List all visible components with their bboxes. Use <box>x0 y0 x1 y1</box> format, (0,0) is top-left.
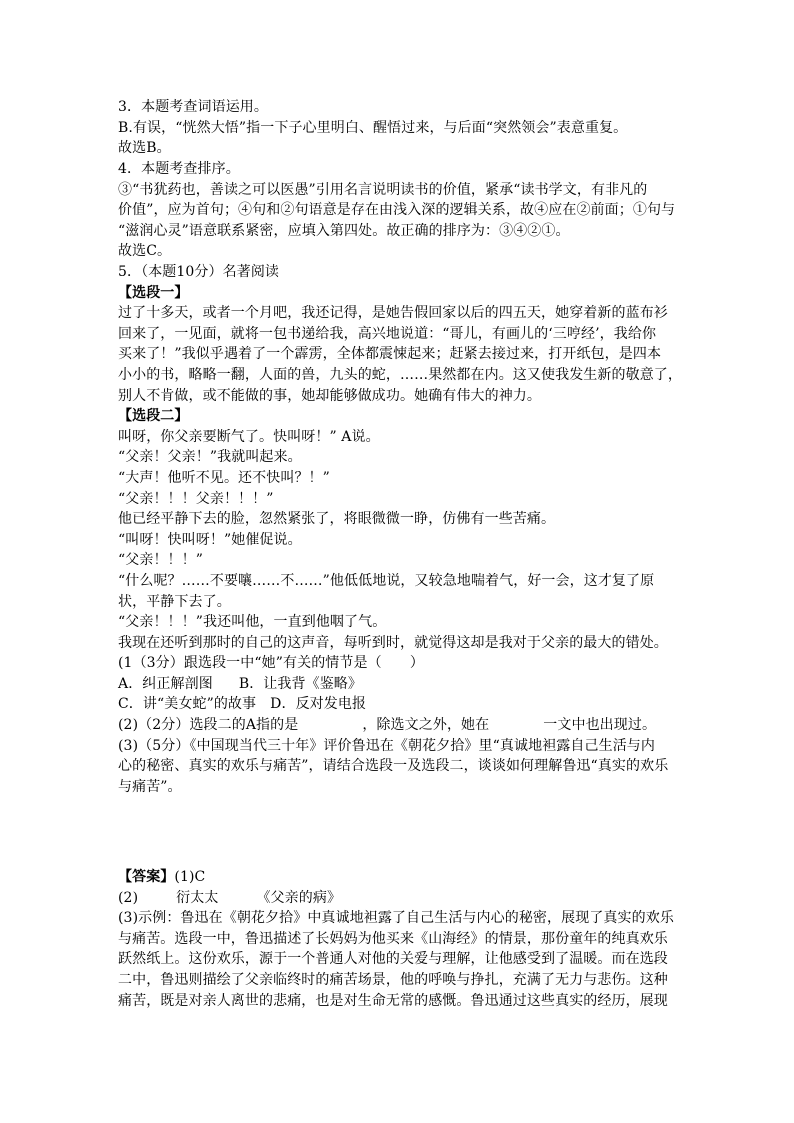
question-3-answer: 故选B。 <box>118 140 171 157</box>
question-5-section <box>118 262 682 797</box>
question-4-explanation-line: “滋润心灵”语意联系紧密，应填入第四处。故正确的排序为：③④②①。 <box>118 222 570 239</box>
option-c: C．讲“美女蛇”的故事 <box>118 696 257 713</box>
sub-question-2 <box>118 715 678 736</box>
question-3-section <box>118 97 678 159</box>
answer-line-1 <box>118 867 678 888</box>
sub-question-2-part-b: ，除选文之外，她在 <box>362 717 490 734</box>
answer-line-2 <box>118 888 678 909</box>
question-3-explanation: B.有误，“恍然大悟”指一下子心里明白、醒悟过来，与后面“突然领会”表意重复。 <box>118 119 628 136</box>
sub-question-3-line: 心的秘密、真实的欢乐与痛苦”，请结合选段一及选段二，谈谈如何理解鲁迅“真实的欢乐 <box>118 758 669 775</box>
excerpt-2-line: 他已经平静下去的脸，忽然紧张了，将眼微微一睁，仿佛有一些苦痛。 <box>118 511 556 528</box>
option-a: A．纠正解剖图 <box>118 675 213 692</box>
answer-label: 【答案】 <box>118 869 175 885</box>
sub-question-2-part-a: (2)（2分）选段二的A指的是 <box>118 717 299 734</box>
excerpt-1-line: 小小的书，略略一翻，人面的兽，九头的蛇，……果然都在内。这又使我发生新的敬意了， <box>118 366 682 383</box>
excerpt-1-line: 别人不肯做，或不能做的事，她却能够做成功。她确有伟大的神力。 <box>118 387 541 404</box>
excerpt-2-line: “叫呀！快叫呀！”她催促说。 <box>118 531 302 548</box>
question-5-title: 5．（本题10分）名著阅读 <box>118 264 280 280</box>
excerpt-2-line: “父亲！！！”我还叫他，一直到他咽了气。 <box>118 614 387 631</box>
excerpt-1-line: 回来了，一见面，就将一包书递给我，高兴地说道：“哥儿，有画儿的‘三哼经’，我给你 <box>118 325 657 342</box>
excerpt-2-line: “大声！他听不见。还不快叫？！” <box>118 469 330 486</box>
excerpt-2-line: 我现在还听到那时的自己的这声音，每听到时，就觉得这却是我对于父亲的最大的错处。 <box>118 634 668 651</box>
question-4-section <box>118 159 678 262</box>
excerpt-2-line: 叫呀，你父亲要断气了。快叫呀！” A说。 <box>118 428 380 445</box>
excerpt-2-line: “父亲！！！” <box>118 552 204 569</box>
option-d: D．反对发电报 <box>270 696 367 713</box>
excerpt-1-line: 过了十多天，或者一个月吧，我还记得，是她告假回家以后的四五天，她穿着新的蓝布衫 <box>118 305 668 322</box>
answer-3-line: 痛苦，既是对亲人离世的悲痛，也是对生命无常的感慨。鲁迅通过这些真实的经历，展现 <box>118 992 668 1009</box>
option-b: B．让我背《鉴略》 <box>238 675 363 692</box>
answer-3-line: (3)示例：鲁迅在《朝花夕拾》中真诚地袒露了自己生活与内心的秘密，展现了真实的欢乐 <box>118 910 674 927</box>
sub-question-1: (1（3分）跟选段一中“她”有关的情节是（ ） <box>118 655 424 672</box>
options-row-ab <box>118 674 678 695</box>
excerpt-1-line: 买来了！”我似乎遇着了一个霹雳，全体都震悚起来；赶紧去接过来，打开纸包，是四本 <box>118 346 662 363</box>
question-4-title: 4．本题考查排序。 <box>118 161 240 177</box>
options-row-cd <box>118 694 678 715</box>
excerpt-2-line: 状，平静下去了。 <box>118 593 231 610</box>
excerpt-2-line: “什么呢？……不要嚷……不……”他低低地说，又较急地喘着气，好一会，这才复了原 <box>118 572 655 589</box>
answer-1: (1)C <box>174 869 206 885</box>
answer-2-number: (2) <box>118 889 139 906</box>
question-3-title: 3．本题考查词语运用。 <box>118 99 269 115</box>
answer-2-value-2: 《父亲的病》 <box>256 889 342 906</box>
excerpt-1-label: 【选段一】 <box>118 284 189 301</box>
question-4-explanation-line: ③“书犹药也，善读之可以医愚”引用名言说明读书的价值，紧承“读书学文，有非凡的 <box>118 181 648 198</box>
excerpt-2-label: 【选段二】 <box>118 408 189 425</box>
sub-question-2-part-c: 一文中也出现过。 <box>543 717 657 734</box>
answer-3-line: 二中，鲁迅则描绘了父亲临终时的痛苦场景，他的呼唤与挣扎，充满了无力与悲伤。这种 <box>118 971 668 988</box>
answer-2-value-1: 衍太太 <box>176 889 219 906</box>
excerpt-2-line: “父亲！！！父亲！！！” <box>118 490 274 507</box>
sub-question-3-line: 与痛苦”。 <box>118 778 182 795</box>
sub-question-3-line: (3)（5分）《中国现当代三十年》评价鲁迅在《朝花夕拾》里“真诚地袒露自己生活与内 <box>118 737 655 754</box>
answer-3-line: 跃然纸上。这份欢乐，源于一个普通人对他的关爱与理解，让他感受到了温暖。而在选段 <box>118 951 668 968</box>
question-4-answer: 故选C。 <box>118 243 172 260</box>
excerpt-2-line: “父亲！父亲！”我就叫起来。 <box>118 449 302 466</box>
question-4-explanation-line: 价值”，应为首句；④句和②句语意是存在由浅入深的逻辑关系，故④应在②前面；①句与 <box>118 202 676 219</box>
answer-section <box>118 867 678 1011</box>
answer-3-line: 与痛苦。选段一中，鲁迅描述了长妈妈为他买来《山海经》的情景，那份童年的纯真欢乐 <box>118 930 668 947</box>
